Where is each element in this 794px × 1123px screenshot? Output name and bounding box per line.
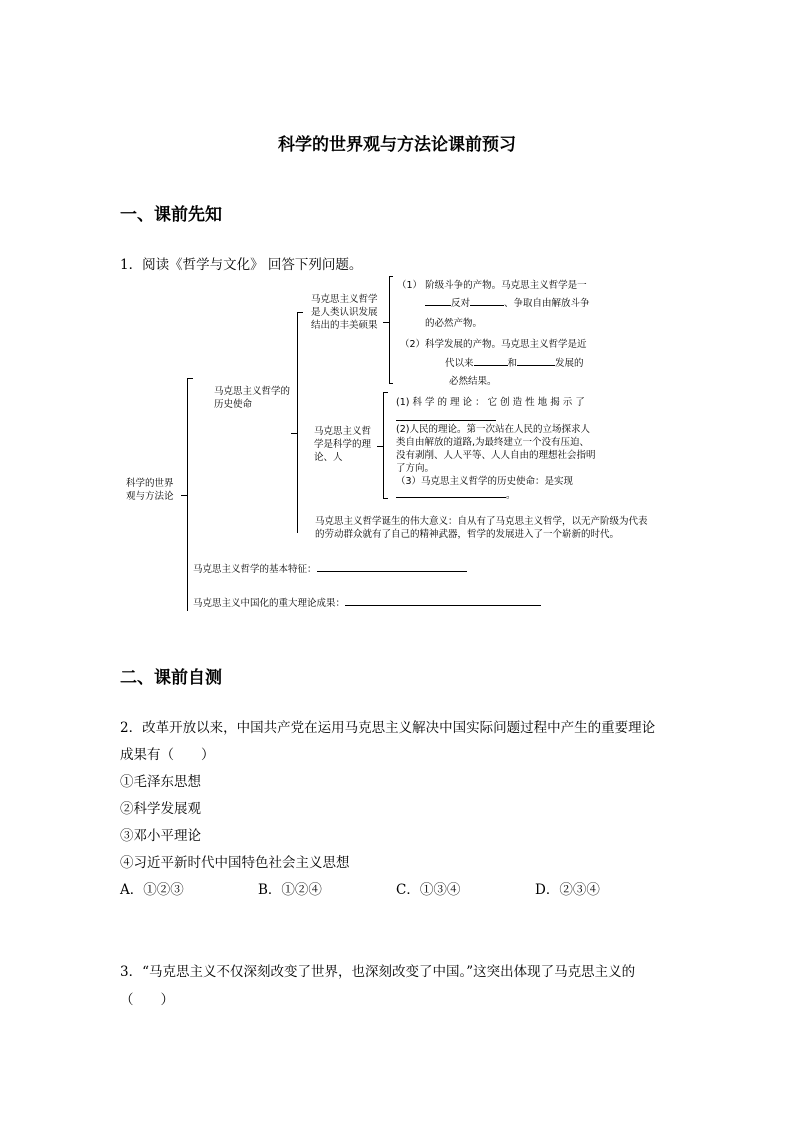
theory-bracket-tick — [377, 446, 383, 447]
fruit-item-1-line-b: 反对 、争取自由解放斗争 — [425, 297, 590, 310]
theory-achievement-line: 马克思主义中国化的重大理论成果： — [193, 597, 541, 610]
question-1-stem: 1．阅读《哲学与文化》 回答下列问题。 — [120, 257, 363, 273]
fruit-item-1-line-c: 的必然产物。 — [425, 318, 483, 329]
theory-item-3-line-b: 。 — [396, 489, 516, 502]
fruit-item-2-line-c: 必然结果。 — [449, 376, 497, 387]
question-2-item: ②科学发展观 — [120, 801, 201, 817]
section-heading-self-test: 二、课前自测 — [120, 668, 222, 688]
question-2-item: ③邓小平理论 — [120, 828, 201, 844]
mission-label: 马克思主义哲学的历史使命 — [214, 386, 291, 410]
page-title: 科学的世界观与方法论课前预习 — [278, 135, 516, 155]
fruit-bracket-tick — [383, 322, 389, 323]
fruit-bracket-top — [389, 276, 393, 277]
basic-feature-line: 马克思主义哲学的基本特征： — [193, 563, 467, 576]
theory-label: 马克思主义哲学是科学的理论、人 — [314, 426, 372, 463]
fruit-item-2-line-a: （2）科学发展的产物。马克思主义哲学是近 — [400, 339, 587, 350]
question-2-stem-line-2: 成果有（ ） — [120, 747, 215, 763]
section-heading-preview: 一、课前先知 — [120, 205, 222, 225]
question-2-option-c[interactable]: C．①③④ — [396, 882, 461, 898]
question-2-option-a[interactable]: A．①②③ — [120, 882, 184, 898]
question-2-option-d[interactable]: D．②③④ — [535, 882, 600, 898]
main-bracket — [187, 378, 188, 611]
theory-bracket-top — [383, 392, 388, 393]
question-3-stem-line-2: （ ） — [120, 992, 174, 1008]
theory-item-3-line-a: （3）马克思主义哲学的历史使命：是实现 — [396, 476, 574, 487]
theory-bracket-bottom — [383, 498, 388, 499]
question-2-option-b[interactable]: B．①②④ — [258, 882, 322, 898]
fruit-bracket — [389, 276, 390, 384]
secondary-bracket-top — [297, 312, 303, 313]
fruit-item-1-line-a: （1） 阶级斗争的产物。马克思主义哲学是一 — [397, 280, 587, 291]
fruit-bracket-bottom — [389, 383, 393, 384]
theory-bracket — [383, 392, 384, 499]
main-bracket-top — [187, 378, 193, 379]
theory-item-2: (2)人民的理论。第一次站在人民的立场探求人类自由解放的道路,为最终建立一个没有压迫、没有剥削、人人平等、人人自由的理想社会指明了方向。 — [396, 424, 596, 474]
question-2-item: ④习近平新时代中国特色社会主义思想 — [120, 855, 350, 871]
secondary-bracket-tick — [291, 433, 297, 434]
fruit-label: 马克思主义哲学是人类认识发展结出的丰美硕果 — [311, 294, 378, 331]
diagram-root-label: 科学的世界观与方法论 — [126, 478, 174, 502]
question-2-item: ①毛泽东思想 — [120, 774, 201, 790]
significance-text: 马克思主义哲学诞生的伟大意义：自从有了马克思主义哲学，以无产阶级为代表的劳动群众就有了自己的精神武器，哲学的发展进入了一个崭新的时代。 — [315, 516, 648, 540]
main-bracket-tick — [181, 495, 187, 496]
theory-item-1: (1) 科 学 的 理 论 ： 它 创 造 性 地 揭 示 了 — [396, 397, 585, 408]
question-2-stem-line-1: 2．改革开放以来，中国共产党在运用马克思主义解决中国实际问题过程中产生的重要理论 — [120, 720, 656, 736]
fruit-item-2-line-b: 代以来 和 发展的 — [445, 358, 584, 369]
secondary-bracket — [297, 312, 298, 533]
theory-item-1-blank — [396, 420, 496, 421]
question-3-stem-line-1: 3．“马克思主义不仅深刻改变了世界，也深刻改变了中国。”这突出体现了马克思主义的 — [120, 964, 636, 980]
